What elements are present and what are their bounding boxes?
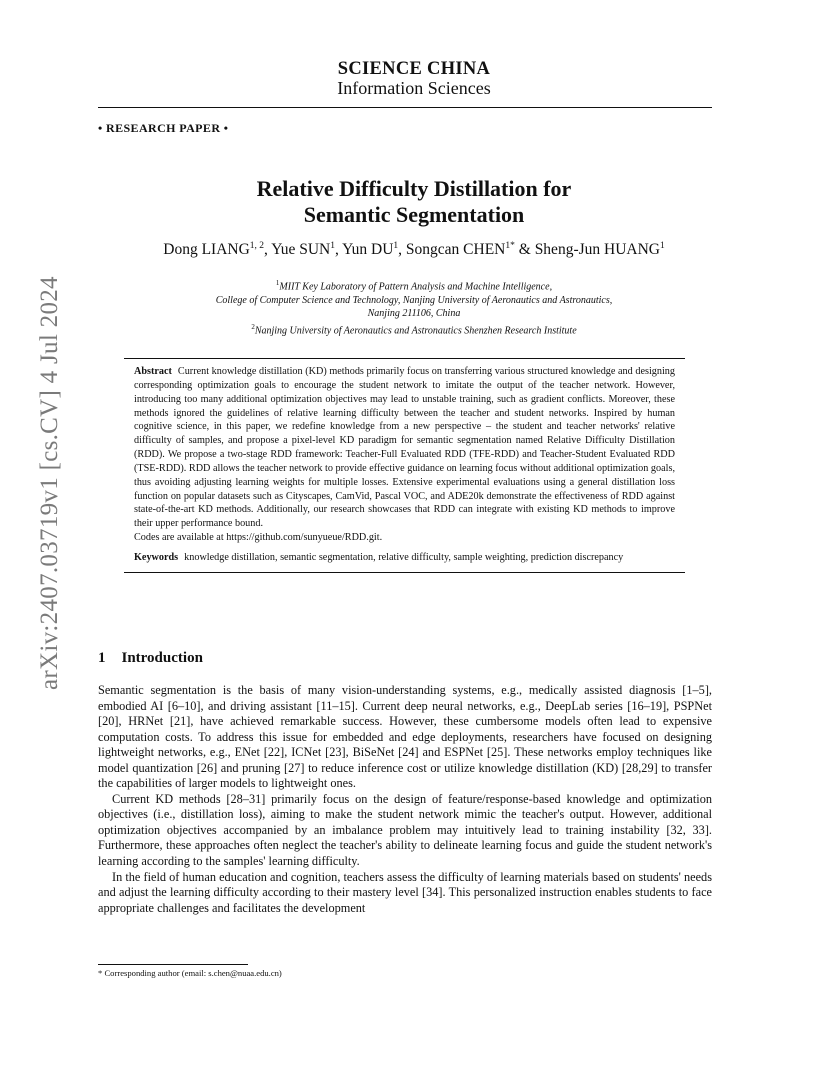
abstract-label: Abstract [134,366,172,377]
author-name: Yun DU [342,241,394,259]
paragraph: Semantic segmentation is the basis of many vision-understanding systems, e.g., medically assisted diagnosis [1–5], embodied AI [6–10], and driving assistant [11–15]. Current deep neural networks, e.g., DeepLab series [16–19], PSPNet [20], HRNet [21], have achieved remarkable success. However, these cumbersome models often lead to expensive computation costs. To address this issue for embedded and edge deployments, researchers have focused on designing lightweight networks, e.g., ENet [22], ICNet [23], BiSeNet [24] and ESPNet [25]. These networks employ techniques like model quantization [26] and pruning [27] to reduce inference cost or utilize knowledge distillation (KD) [28,29] to transfer the capabilities of larger models to lightweight ones. [98,683,712,791]
author-affiliation-mark: 1 [393,241,399,251]
footnote: * Corresponding author (email: s.chen@nuaa.edu.cn) [98,968,282,978]
code-availability: Codes are available at https://github.com/sunyueue/RDD.git. [134,532,383,544]
journal-name: SCIENCE CHINA [337,59,491,79]
author-separator: , [334,241,343,259]
title-line-1: Relative Difficulty Distillation for [256,176,572,201]
paper-type: • RESEARCH PAPER • [98,121,229,135]
author-name: Dong LIANG [163,241,250,259]
paragraph: In the field of human education and cognition, teachers assess the difficulty of learning materials based on students' needs and adjust the learning difficulty according to their mastery level [34]. This personalized instruction enables students to face appropriate challenges and facilitates the development [98,869,712,915]
affiliation-line: Nanjing 211106, China [367,308,461,320]
arxiv-identifier: arXiv:2407.03719v1 [cs.CV] 4 Jul 2024 [36,276,63,690]
keywords-text: knowledge distillation, semantic segmentation, relative difficulty, sample weighting, prediction discrepancy [184,551,624,563]
section-title: Introduction [121,650,203,666]
keywords [134,551,675,565]
affiliation-line: Nanjing University of Aeronautics and Astronautics Shenzhen Research Institute [254,325,577,337]
author-separator: & [514,241,535,259]
paper-title [0,176,828,228]
affiliation-mark: 2 [251,322,255,331]
affiliation-mark: 1 [275,279,280,287]
body-text [98,683,712,916]
keywords-label: Keywords [134,551,179,563]
author-name: Sheng-Jun HUANG [534,241,660,259]
author-affiliation-mark: 1 [659,241,665,251]
journal-header [0,60,828,98]
affiliations [0,277,828,338]
author-affiliation-mark: 1 [330,241,335,251]
affiliation-line: College of Computer Science and Technology, Nanjing University of Aeronautics and Astronautics, [215,294,613,306]
abstract-box [124,358,685,573]
abstract [134,365,675,545]
author-list [0,241,828,259]
author-separator: , [264,241,272,259]
footnote-rule [98,964,248,965]
author-name: Yue SUN [271,241,331,259]
author-affiliation-mark: 1* [505,241,515,251]
affiliation-line: MIIT Key Laboratory of Pattern Analysis and Machine Intelligence, [279,281,553,293]
header-rule [98,107,712,108]
author-name: Songcan CHEN [405,241,506,259]
author-affiliation-mark: 1, 2 [249,241,265,251]
abstract-text: Current knowledge distillation (KD) methods primarily focus on transferring various structured knowledge and designing corresponding optimization goals to encourage the student network to imitate the output of the teacher network. However, introducing too many additional optimization objectives may lead to unstable training, such as gradient conflicts. Moreover, these methods ignored the guidelines of relative learning difficulty between the teacher and student networks. Inspired by human cognitive science, in this paper, we redefine knowledge from a new perspective – the student and teacher networks' relative difficulty of samples, and propose a pixel-level KD paradigm for semantic segmentation named Relative Difficulty Distillation (RDD). We propose a two-stage RDD framework: Teacher-Full Evaluated RDD (TFE-RDD) and Teacher-Student Evaluated RDD (TSE-RDD). RDD allows the teacher network to provide effective guidance on learning focus without additional optimization goals, thus avoiding adjusting learning weights for multiple losses. Extensive experimental evaluations using a general distillation loss function on popular datasets such as Cityscapes, CamVid, Pascal VOC, and ADE20k demonstrate the effectiveness of RDD against state-of-the-art KD methods. Additionally, our research showcases that RDD can integrate with existing KD methods to improve their upper performance bound. [134,366,675,530]
paragraph: Current KD methods [28–31] primarily focus on the design of feature/response-based knowledge and optimization objectives (i.e., distillation loss), aiming to make the student network mimic the teacher's output. However, additional optimization objectives accompanied by an imbalance problem may intuitively lead to training instability [32, 33]. Furthermore, these approaches often neglect the teacher's ability to delineate learning focus and guide the student network's learning according to the samples' learning difficulty. [98,791,712,869]
author-separator: , [398,241,406,259]
section-number: 1 [98,650,106,666]
section-heading [98,650,203,667]
journal-subtitle: Information Sciences [337,78,491,99]
title-line-2: Semantic Segmentation [303,202,525,227]
